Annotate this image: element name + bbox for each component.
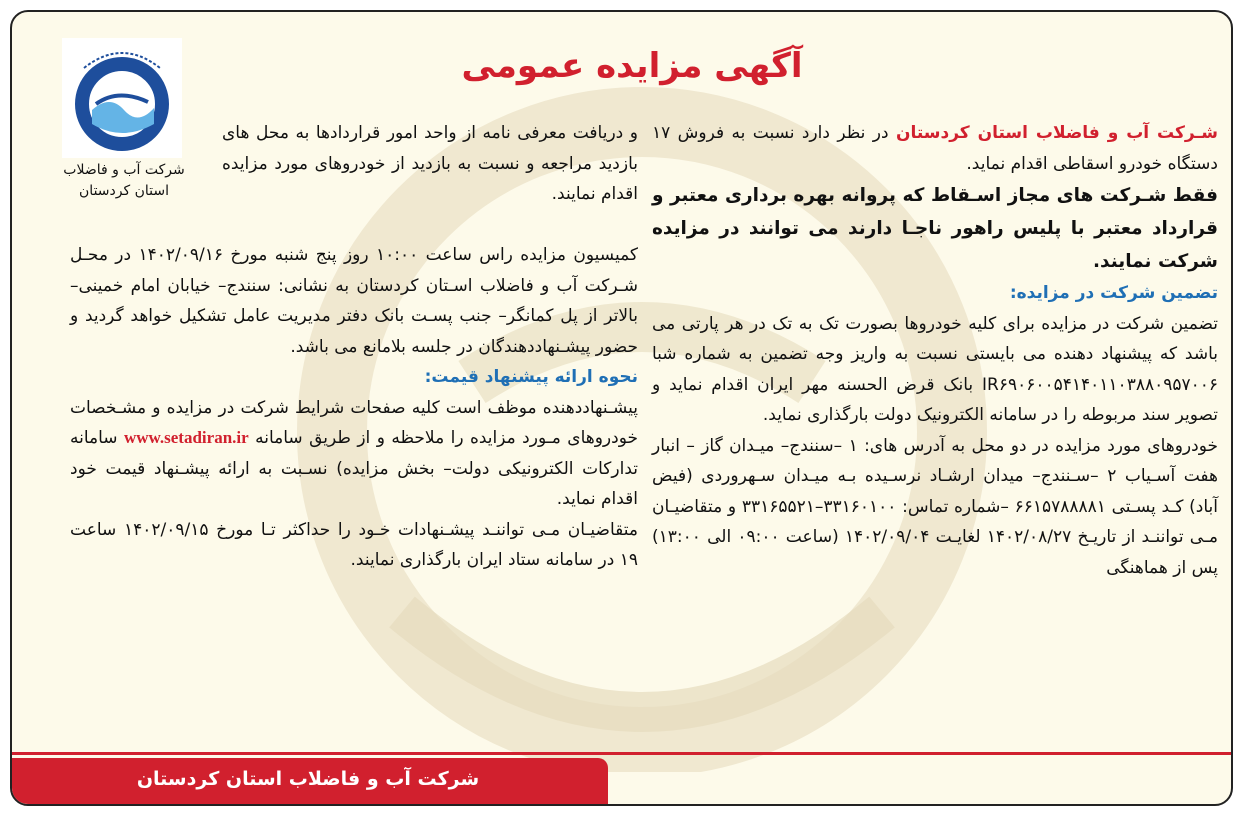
- right-column: [652, 118, 1218, 583]
- visit-continuation-paragraph: و دریافت معرفی نامه از واحد امور قراردادها به محل های بازدید مراجعه و نسبت به بازدید از خودروهای مورد مزایده اقدام نمایند.: [222, 123, 638, 204]
- left-column-top: [222, 118, 638, 210]
- offer-heading: نحوه ارائه پیشنهاد قیمت:: [424, 367, 638, 387]
- logo-caption: [54, 160, 194, 202]
- page-title: آگهی مزایده عمومی: [461, 46, 803, 86]
- commission-paragraph: کمیسیون مزایده راس ساعت ۱۰:۰۰ روز پنج شنبه مورخ ۱۴۰۲/۰۹/۱۶ در محـل شـرکت آب و فاضلاب اسـتان کردستان به نشانی: سنندج– خیابان امام خمینی– بالاتر از پل کمانگر– جنب پسـت بانک دفتر مدیریت عامل تشکیل خواهد گردید و حضور پیشـنهاددهندگان در جلسه بلامانع می باشد.: [70, 245, 639, 357]
- company-logo-block: [54, 26, 194, 206]
- guarantee-paragraph: تضمین شرکت در مزایده برای کلیه خودروها بصورت تک به تک در هر پارتی می باشد که پیشنهاد دهنده می بایستی نسبت به واریز وجه تضمین به شماره شبا IR۶۹۰۶۰۰۵۴۱۴۰۱۱۰۳۸۸۰۹۵۷۰۰۶ بانک قرض الحسنه مهر ایران اقدام نماید و تصویر سند مربوطه را در سامانه الکترونیک دولت بارگذاری نماید.: [652, 313, 1218, 425]
- left-column: [70, 240, 638, 576]
- watermark-arc: [402, 612, 882, 712]
- water-drop-logo-icon: [62, 38, 182, 158]
- eligibility-notice: فقط شـرکت های مجاز اسـقاط که پروانه بهره برداری معتبر و قرارداد معتبر با پلیس راهور ناجـا دارند می توانند در مزایده شرکت نمایند.: [652, 185, 1218, 272]
- notice-frame: [10, 10, 1233, 806]
- offer-text-after: سامانه تدارکات الکترونیکی دولت– بخش مزایده) نسـبت به ارائه پیشـنهاد قیمت خود اقدام نماید.: [70, 428, 638, 509]
- offer-paragraph: [70, 393, 638, 515]
- intro-paragraph: [652, 118, 1218, 179]
- footer-stripe: [12, 752, 1233, 755]
- guarantee-heading: تضمین شرکت در مزایده:: [1009, 283, 1218, 303]
- intro-text: در نظر دارد نسبت به فروش ۱۷ دستگاه خودرو اسقاطی اقدام نماید.: [652, 123, 1218, 174]
- footer-banner: [12, 758, 608, 806]
- offer-text-before: پیشـنهاددهنده موظف است کلیه صفحات شرایط شرکت در مزایده و مشـخصات خودروهای مـورد مزایده را ملاحظه و از طریق سامانه: [70, 397, 638, 448]
- intro-company-name: شـرکت آب و فاضلاب استان کردستان: [895, 123, 1218, 143]
- address-paragraph: خودروهای مورد مزایده در دو محل به آدرس های: ۱ –سنندج– میـدان گاز – انبار هفت آسـیاب ۲ –سـنندج– میدان ارشـاد نرسـیده بـه میـدان سـهروردی (فیض آباد) کـد پسـتی ۶۶۱۵۷۸۸۸۸۱ –شماره تماس: ۳۳۱۶۰۱۰۰–۳۳۱۶۵۵۲۱ و متقاضیـان مـی تواننـد از تاریـخ ۱۴۰۲/۰۸/۲۷ لغایـت ۱۴۰۲/۰۹/۰۴ (ساعت ۰۹:۰۰ الی ۱۳:۰۰) پس از هماهنگی: [652, 435, 1218, 578]
- deadline-paragraph: متقاضیـان مـی تواننـد پیشـنهادات خـود را حداکثر تـا مورخ ۱۴۰۲/۰۹/۱۵ ساعت ۱۹ در سامانه ستاد ایران بارگذاری نمایند.: [70, 519, 639, 570]
- website-link[interactable]: www.setadiran.ir: [124, 428, 249, 447]
- logo-caption-line2: استان کردستان: [79, 183, 169, 199]
- logo-caption-line1: شرکت آب و فاضلاب: [63, 162, 185, 178]
- footer-company-name: شرکت آب و فاضلاب استان کردستان: [136, 768, 480, 790]
